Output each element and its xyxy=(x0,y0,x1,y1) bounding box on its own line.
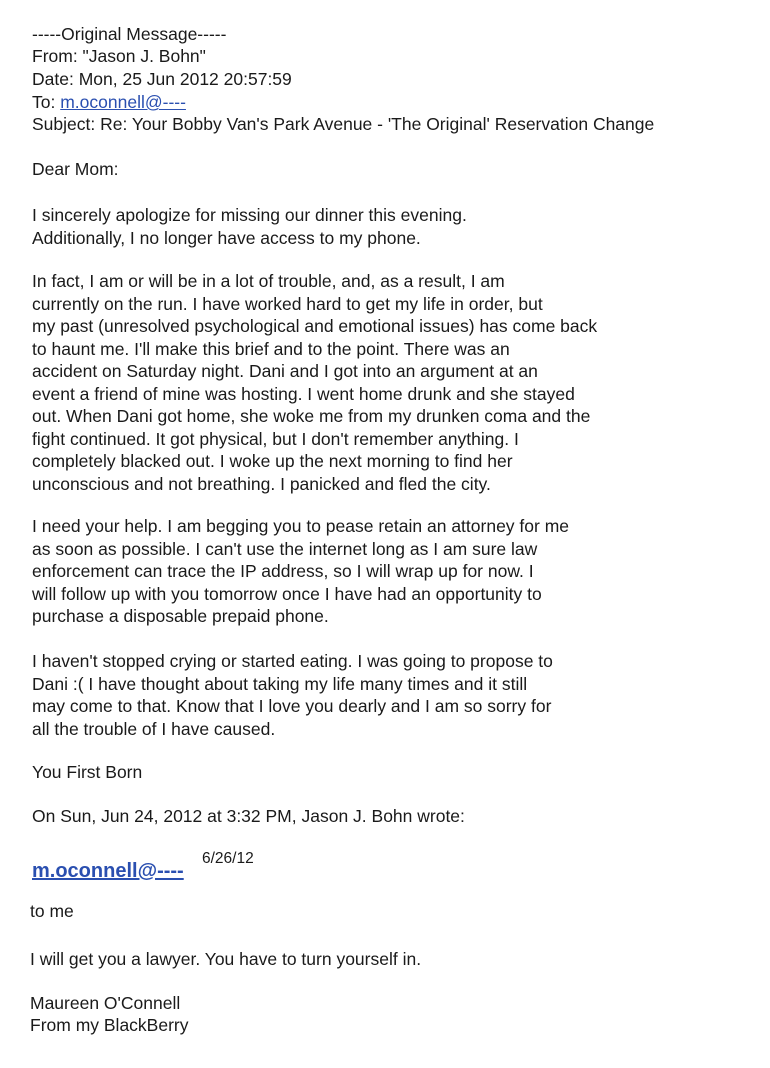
body-line: may come to that. Know that I love you dearly and I am so sorry for xyxy=(32,696,552,716)
reply-sender-link[interactable]: m.oconnell@---- xyxy=(32,860,184,882)
header-to-label: To: xyxy=(32,92,61,112)
body-line: out. When Dani got home, she woke me from my drunken coma and the xyxy=(32,406,591,426)
body-line: all the trouble of I have caused. xyxy=(32,718,276,739)
body-line: accident on Saturday night. Dani and I got into an argument at an xyxy=(32,361,538,381)
greeting: Dear Mom: xyxy=(32,159,119,179)
header-date: Date: Mon, 25 Jun 2012 20:57:59 xyxy=(32,69,292,89)
reply-recipient: to me xyxy=(30,901,74,921)
body-line: completely blacked out. I woke up the next morning to find her xyxy=(32,451,513,471)
body-line: unconscious and not breathing. I panicked and fled the city. xyxy=(32,473,491,494)
body-line: fight continued. It got physical, but I don't remember anything. I xyxy=(32,428,519,449)
signature-device: From my BlackBerry xyxy=(30,1015,189,1035)
header-to-address-link[interactable]: m.oconnell@---- xyxy=(60,92,186,112)
body-line: my past (unresolved psychological and emotional issues) has come back xyxy=(32,316,598,336)
body-line: as soon as possible. I can't use the internet long as I am sure law xyxy=(32,538,538,559)
paragraph-apology xyxy=(32,204,467,249)
body-line: I sincerely apologize for missing our dinner this evening. xyxy=(32,205,467,225)
paragraph-closing xyxy=(32,650,553,740)
body-line: currently on the run. I have worked hard to get my life in order, but xyxy=(32,293,543,314)
body-line: Additionally, I no longer have access to my phone. xyxy=(32,227,421,248)
body-line: will follow up with you tomorrow once I have had an opportunity to xyxy=(32,583,542,604)
paragraph-account xyxy=(32,270,597,495)
quote-line: On Sun, Jun 24, 2012 at 3:32 PM, Jason J. Bohn wrote: xyxy=(32,806,465,826)
body-line: I haven't stopped crying or started eating. I was going to propose to xyxy=(32,651,553,671)
header-from: From: "Jason J. Bohn" xyxy=(32,46,206,66)
body-line: event a friend of mine was hosting. I went home drunk and she stayed xyxy=(32,383,575,404)
body-line: I need your help. I am begging you to pease retain an attorney for me xyxy=(32,516,570,536)
original-message-marker: -----Original Message----- xyxy=(32,24,227,44)
body-line: enforcement can trace the IP address, so I will wrap up for now. I xyxy=(32,561,534,581)
body-line: purchase a disposable prepaid phone. xyxy=(32,606,329,626)
signature-name: Maureen O'Connell xyxy=(30,993,181,1013)
reply-date: 6/26/12 xyxy=(202,850,254,867)
header-to xyxy=(32,91,186,114)
body-line: Dani :( I have thought about taking my life many times and it still xyxy=(32,673,528,694)
body-line: In fact, I am or will be in a lot of trouble, and, as a result, I am xyxy=(32,271,505,291)
paragraph-request xyxy=(32,515,569,628)
body-line: to haunt me. I'll make this brief and to the point. There was an xyxy=(32,338,510,359)
header-subject: Subject: Re: Your Bobby Van's Park Avenue - 'The Original' Reservation Change xyxy=(32,114,655,134)
reply-message: I will get you a lawyer. You have to turn yourself in. xyxy=(30,949,422,969)
signoff: You First Born xyxy=(32,762,143,782)
